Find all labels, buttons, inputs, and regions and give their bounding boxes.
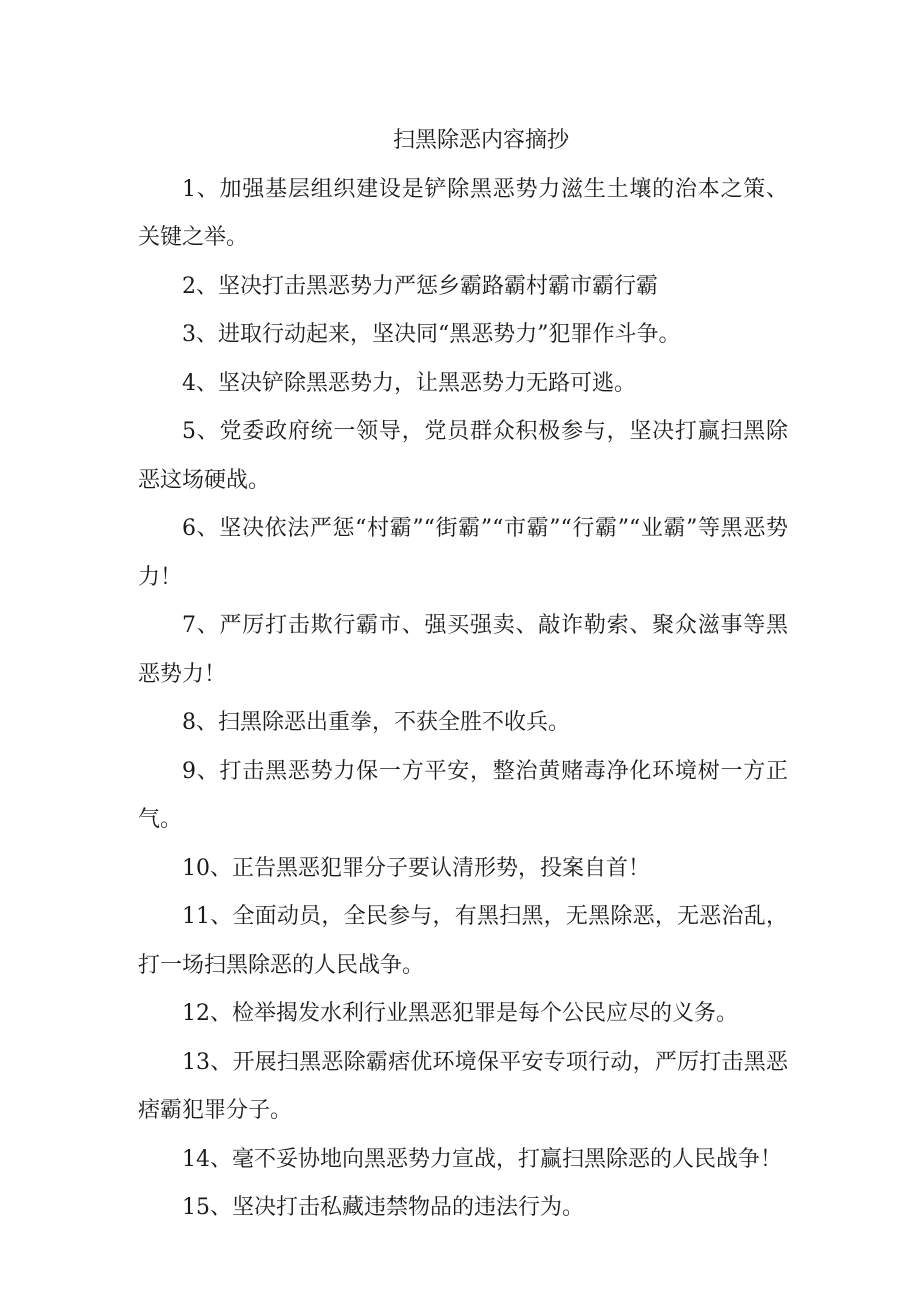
slogan-item-13: 13、开展扫黑恶除霸痞优环境保平安专项行动，严厉打击黑恶痞霸犯罪分子。 bbox=[138, 1049, 788, 1123]
slogan-item-4: 4、坚决铲除黑恶势力，让黑恶势力无路可逃。 bbox=[182, 370, 636, 396]
slogan-item-2: 2、坚决打击黑恶势力严惩乡霸路霸村霸市霸行霸 bbox=[182, 273, 658, 299]
slogan-item-15: 15、坚决打击私藏违禁物品的违法行为。 bbox=[182, 1195, 584, 1220]
slogan-item-8: 8、扫黑除恶出重拳，不获全胜不收兵。 bbox=[182, 710, 570, 735]
document-title: 扫黑除恶内容摘抄 bbox=[392, 128, 569, 153]
document-body bbox=[138, 117, 788, 1233]
slogan-item-12: 12、检举揭发水利行业黑恶犯罪是每个公民应尽的义务。 bbox=[182, 1001, 738, 1026]
slogan-item-11: 11、全面动员，全民参与，有黑扫黑，无黑除恶，无恶治乱，打一场扫黑除恶的人民战争。 bbox=[138, 904, 788, 978]
slogan-item-10: 10、正告黑恶犯罪分子要认清形势，投案自首！ bbox=[182, 855, 650, 881]
slogan-item-3: 3、进取行动起来，坚决同“黑恶势力”犯罪作斗争。 bbox=[182, 322, 681, 347]
slogan-item-7: 7、严厉打击欺行霸市、强买强卖、敲诈勒索、聚众滋事等黑恶势力！ bbox=[138, 613, 788, 687]
slogan-item-14: 14、毫不妥协地向黑恶势力宣战，打赢扫黑除恶的人民战争！ bbox=[182, 1146, 782, 1172]
slogan-item-6: 6、坚决依法严惩“村霸”“街霸”“市霸”“行霸”“业霸”等黑恶势力！ bbox=[138, 516, 788, 590]
slogan-item-9: 9、打击黑恶势力保一方平安，整治黄赌毒净化环境树一方正气。 bbox=[138, 758, 788, 832]
slogan-item-5: 5、党委政府统一领导，党员群众积极参与，坚决打赢扫黑除恶这场硬战。 bbox=[138, 419, 788, 493]
slogan-item-1: 1、加强基层组织建设是铲除黑恶势力滋生土壤的治本之策、关键之举。 bbox=[138, 176, 788, 250]
